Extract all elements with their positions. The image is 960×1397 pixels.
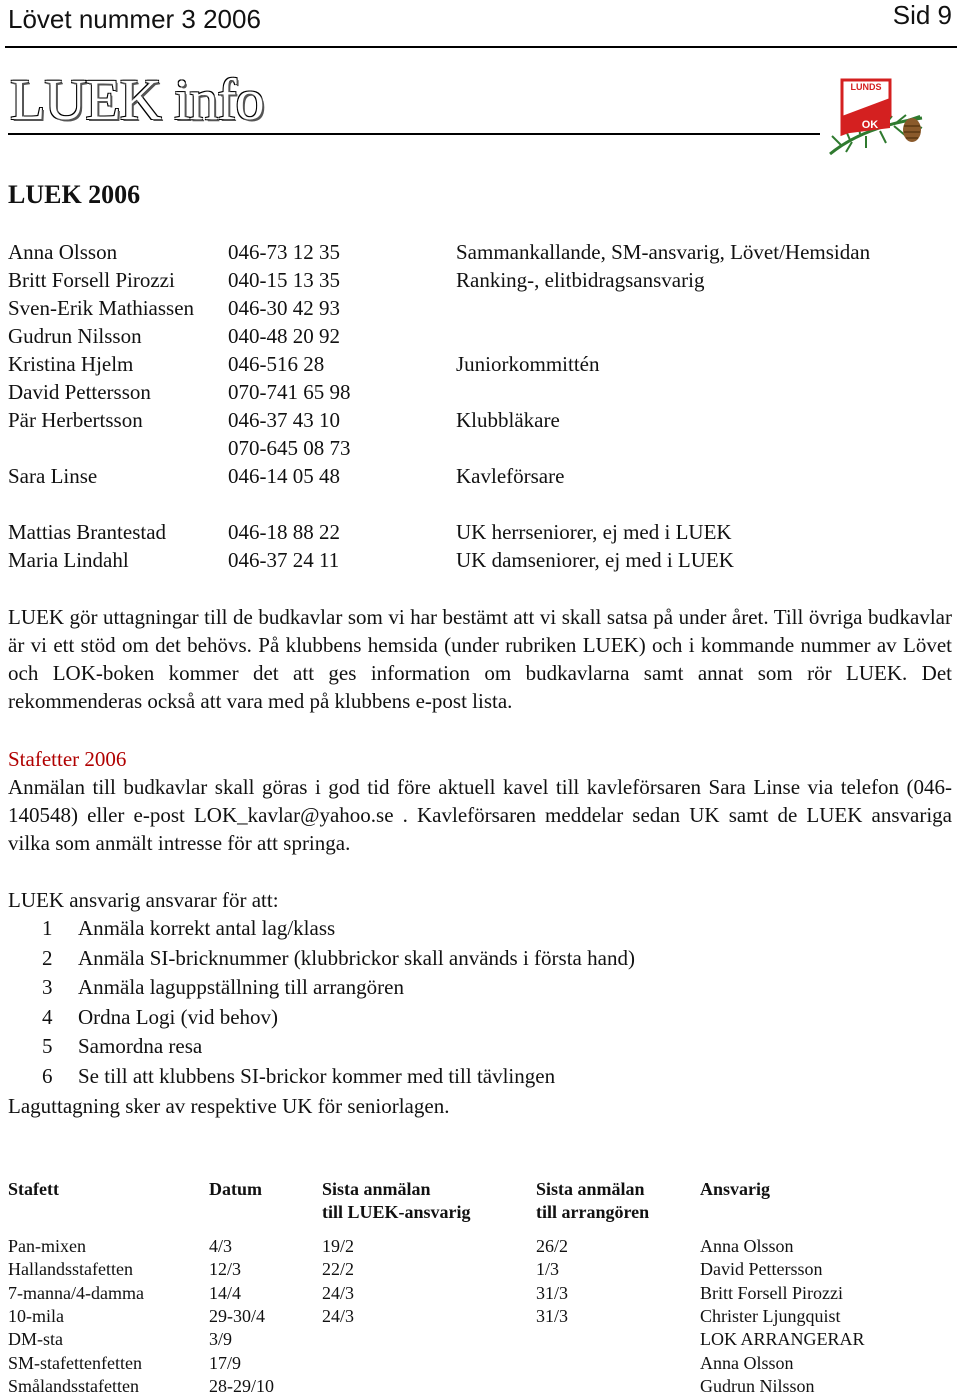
table-cell: 10-mila <box>8 1305 64 1326</box>
publication-header: Lövet nummer 3 2006 <box>8 4 261 34</box>
list-item-number: 6 <box>42 1064 53 1088</box>
page-title: LUEK info <box>10 67 264 132</box>
intro-paragraph: LUEK gör uttagningar till de budkavlar som vi har bestämt att vi skall satsa på under året. Till övriga budkavlar är vi ett stöd om det behövs. På klubbens hemsida (under rubriken LUEK) och i kommande nummer av Lövet och LOK-boken kommer det att ges information om budkavlarna samt annat som rör LUEK. Det rekommenderas också att vara med på klubbens e-post lista. <box>8 605 952 713</box>
contact-role: Sammankallande, SM-ansvarig, Lövet/Hemsidan <box>456 240 871 264</box>
contact-phone: 046-37 24 11 <box>228 548 340 572</box>
list-item-number: 5 <box>42 1034 53 1059</box>
contact-phone: 046-73 12 35 <box>228 240 340 264</box>
table-header <box>8 1178 59 1201</box>
page-number: Sid 9 <box>892 0 952 30</box>
table-cell: SM-stafettenfetten <box>8 1352 142 1373</box>
table-header <box>322 1178 471 1224</box>
list-item-number: 3 <box>42 975 53 1000</box>
table-header-line1: Ansvarig <box>700 1179 771 1199</box>
table-header-line1: Datum <box>209 1179 262 1199</box>
table-cell: Anna Olsson <box>700 1236 794 1256</box>
contact-role: Juniorkommittén <box>456 352 600 376</box>
list-item-text: Se till att klubbens SI-brickor kommer med till tävlingen <box>78 1064 556 1088</box>
table-cell: DM-sta <box>8 1329 63 1350</box>
table-cell: Britt Forsell Pirozzi <box>700 1282 843 1303</box>
contact-name: Kristina Hjelm <box>8 352 134 376</box>
table-cell: Pan-mixen <box>8 1236 86 1256</box>
table-cell: Hallandsstafetten <box>8 1259 133 1280</box>
table-cell: 19/2 <box>322 1236 355 1256</box>
table-cell: 7-manna/4-damma <box>8 1282 144 1303</box>
table-cell: David Pettersson <box>700 1259 823 1280</box>
contact-phone: 040-15 13 35 <box>228 268 340 292</box>
list-item-text: Anmäla SI-bricknummer (klubbrickor skall används i första hand) <box>78 945 635 970</box>
contact-name: Britt Forsell Pirozzi <box>8 268 175 292</box>
contact-phone: 046-37 43 10 <box>228 408 340 432</box>
table-header <box>209 1178 262 1201</box>
contact-role: Ranking-, elitbidragsansvarig <box>456 268 705 292</box>
logo-text-bottom: OK <box>861 119 879 131</box>
list-item-number: 4 <box>42 1004 53 1029</box>
contact-name: Maria Lindahl <box>8 548 129 572</box>
table-header-line1: Sista anmälan <box>536 1179 645 1199</box>
list-item-text: Ordna Logi (vid behov) <box>78 1004 279 1029</box>
contact-phone: 046-516 28 <box>228 352 325 376</box>
table-cell: 3/9 <box>209 1329 233 1350</box>
contact-phone: 070-741 65 98 <box>228 380 351 404</box>
stafetter-text: Anmälan till budkavlar skall göras i god tid före aktuell kavel till kavleförsaren Sara Linse via telefon (046-140548) eller e-post LOK_kavlar@yahoo.se . Kavleförsaren meddelar sedan UK samt de LUEK ansvariga vilka som anmält intresse för att springa. <box>8 775 952 855</box>
stafetter-heading: Stafetter 2006 <box>8 747 127 771</box>
list-item-number: 1 <box>42 916 53 940</box>
contact-name: Mattias Brantestad <box>8 520 167 544</box>
contact-phone: 040-48 20 92 <box>228 324 340 348</box>
table-cell: Smålandsstafetten <box>8 1375 139 1396</box>
table-cell: LOK ARRANGERAR <box>700 1329 865 1350</box>
table-cell: 14/4 <box>209 1282 242 1303</box>
table-cell: 4/3 <box>209 1236 233 1256</box>
contact-phone: 046-18 88 22 <box>228 520 340 544</box>
contact-name: Anna Olsson <box>8 240 118 264</box>
contact-phone: 046-14 05 48 <box>228 464 340 488</box>
lunds-ok-logo <box>822 76 934 158</box>
contact-name: Gudrun Nilsson <box>8 324 142 348</box>
responsibilities-intro: LUEK ansvarig ansvarar för att: <box>8 888 279 912</box>
title-underline <box>8 133 820 135</box>
contact-name: Pär Herbertsson <box>8 408 143 432</box>
table-header-line1: Stafett <box>8 1179 59 1199</box>
list-item-text: Anmäla korrekt antal lag/klass <box>78 916 336 940</box>
contact-role: Kavleförsare <box>456 464 565 488</box>
table-cell: 22/2 <box>322 1259 355 1280</box>
list-item-text: Anmäla laguppställning till arrangören <box>78 975 404 1000</box>
table-cell: Christer Ljungquist <box>700 1305 841 1326</box>
contact-phone: 070-645 08 73 <box>228 436 351 460</box>
table-header <box>700 1178 770 1201</box>
table-cell: 12/3 <box>209 1259 242 1280</box>
table-cell: 26/2 <box>536 1236 569 1256</box>
contact-name: David Pettersson <box>8 380 151 404</box>
table-header-line2: till LUEK-ansvarig <box>322 1202 471 1222</box>
table-cell: 29-30/4 <box>209 1305 265 1326</box>
table-header-line1: Sista anmälan <box>322 1179 431 1199</box>
list-item-number: 2 <box>42 945 53 970</box>
table-header <box>536 1178 649 1224</box>
contact-role: Klubbläkare <box>456 408 560 432</box>
contact-phone: 046-30 42 93 <box>228 296 340 320</box>
section-title: LUEK 2006 <box>8 180 141 209</box>
table-cell: 31/3 <box>536 1305 569 1326</box>
table-cell: Anna Olsson <box>700 1352 794 1373</box>
table-cell: 24/3 <box>322 1305 355 1326</box>
table-cell: 28-29/10 <box>209 1375 274 1396</box>
table-cell: Gudrun Nilsson <box>700 1375 815 1396</box>
contact-name: Sara Linse <box>8 464 98 488</box>
header-divider <box>5 46 957 48</box>
contact-role: UK herrseniorer, ej med i LUEK <box>456 520 732 544</box>
logo-text-top: LUNDS <box>850 82 882 92</box>
table-cell: 24/3 <box>322 1282 355 1303</box>
table-cell: 17/9 <box>209 1352 242 1373</box>
contact-name: Sven-Erik Mathiassen <box>8 296 195 320</box>
list-item-text: Samordna resa <box>78 1034 203 1059</box>
contact-role: UK damseniorer, ej med i LUEK <box>456 548 734 572</box>
table-cell: 31/3 <box>536 1282 569 1303</box>
table-header-line2: till arrangören <box>536 1202 650 1222</box>
responsibilities-outro: Laguttagning sker av respektive UK för seniorlagen. <box>8 1094 450 1118</box>
table-cell: 1/3 <box>536 1259 560 1280</box>
